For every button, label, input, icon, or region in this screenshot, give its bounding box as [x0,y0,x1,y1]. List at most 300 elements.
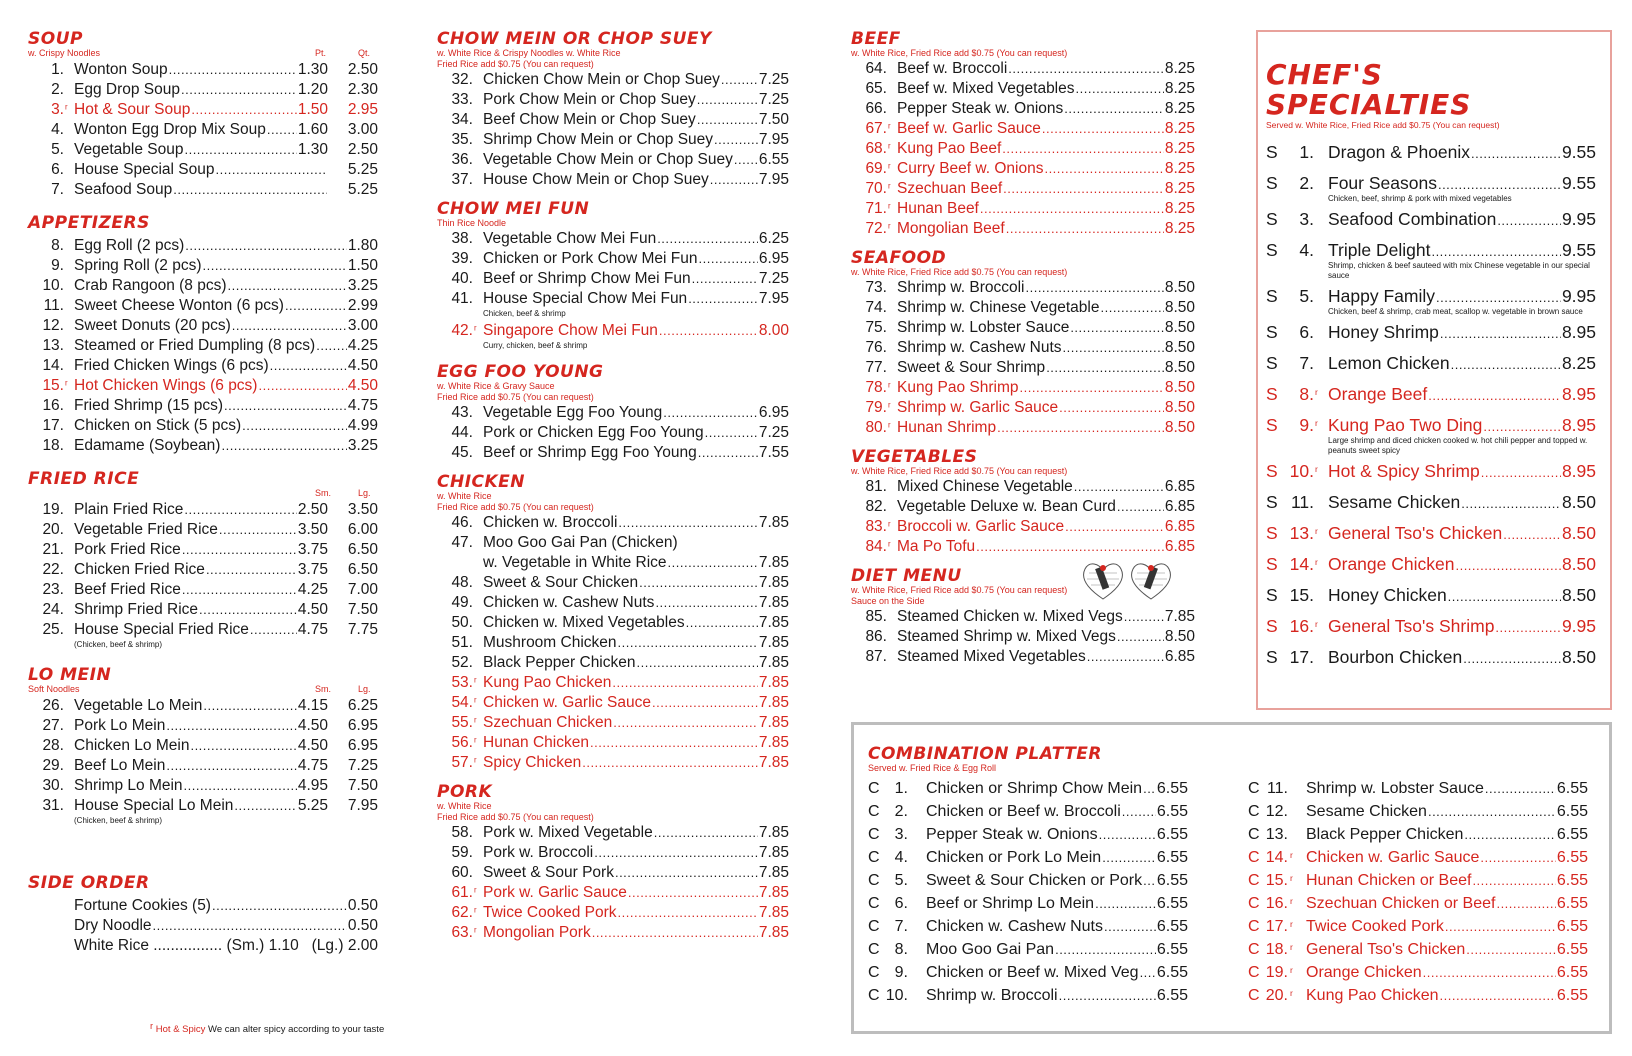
section-fried-rice [28,470,378,652]
dot-leader [270,356,347,376]
price-small: 4.75 [297,621,328,638]
item-name: House Special Chow Mei Fun [483,290,688,307]
dot-leader [1438,172,1561,196]
spicy-icon: ʳ [474,716,477,728]
item-number: 49. [451,594,473,611]
dot-leader [1006,219,1164,239]
combo-number: 14. [1265,849,1288,866]
menu-item [851,318,1195,338]
item-number: 37. [451,171,473,188]
item-row [897,219,1195,239]
price: 1.50 [347,257,378,274]
dot-leader [590,733,758,753]
price-large: 6.25 [347,697,378,714]
item-row [74,540,378,560]
menu-item [437,903,789,923]
combo-item [1248,961,1588,984]
item-number: 6. [51,161,64,178]
combo-number: 12. [1265,803,1288,820]
item-name: Vegetable Chow Mei Fun [483,230,657,247]
specialty-main [1328,172,1596,196]
specialty-main [1328,615,1596,639]
spicy-icon: ʳ [1290,919,1293,933]
specialty-name: Hot & Spicy Shrimp [1328,461,1480,481]
item-row [483,633,789,653]
item-row [74,436,378,456]
price: 7.85 [758,574,789,591]
dot-leader [1483,414,1561,438]
combo-prefix: C [1248,918,1260,935]
dot-leader [191,100,297,120]
item-name: Vegetable Chow Mein or Chop Suey [483,151,733,168]
item-name: Szechuan Beef [897,180,1003,197]
item-row [483,863,789,883]
menu-item [437,249,789,269]
section-chicken [437,473,789,773]
item-row [897,378,1195,398]
item-number: 7. [51,181,64,198]
menu-item [851,278,1195,298]
item-number: 78. [865,379,887,396]
combo-price: 6.55 [1556,918,1588,935]
item-number: 75. [865,319,887,336]
specialty-name: Honey Chicken [1328,585,1447,605]
item-number: 77. [865,359,887,376]
item-row [483,443,789,463]
menu-item [437,593,789,613]
item-row [483,613,789,633]
menu-item [437,733,789,753]
price-small: 1.30 [297,61,328,78]
combo-price: 6.55 [1556,987,1588,1004]
dot-leader [221,436,346,456]
combo-number: 15. [1265,872,1288,889]
spicy-icon: ʳ [888,381,891,393]
combo-price: 6.55 [1156,895,1188,912]
price: 4.99 [347,417,378,434]
item-name: Fortune Cookies (5) [74,897,211,914]
combo-name: Beef or Shrimp Lo Mein [926,895,1095,912]
specialty-price: 8.50 [1561,492,1596,512]
dot-leader [663,403,758,423]
menu-item [851,418,1195,438]
item-row [483,269,789,289]
item-note: Curry, chicken, beef & shrimp [483,341,588,350]
price: 6.95 [758,404,789,421]
combo-main [1306,892,1588,915]
item-number: 11. [43,297,64,314]
item-name: Beef Lo Mein [74,757,166,774]
item-row [483,423,789,443]
price: 7.85 [758,754,789,771]
specialty-number: 9. [1299,415,1314,435]
menu-item [28,256,378,276]
item-name: Beef w. Mixed Vegetables [897,80,1075,97]
item-name: Beef or Shrimp Chow Mei Fun [483,270,691,287]
item-name: House Special Fried Rice [74,621,249,638]
section-seafood [851,249,1195,438]
dot-leader [1436,285,1561,309]
specialty-number: 1. [1299,142,1314,162]
item-name: Szechuan Chicken [483,714,613,731]
combo-name: Moo Goo Gai Pan [926,941,1055,958]
menu-item [28,936,378,956]
item-number: 69. [865,160,887,177]
dot-leader [190,736,296,756]
section-subtitle-2: Sauce on the Side [851,596,925,606]
price: 7.25 [758,270,789,287]
combo-name: Pepper Steak w. Onions [926,826,1098,843]
combo-item [868,823,1188,846]
combo-prefix: C [1248,849,1260,866]
price-small: 3.75 [297,541,328,558]
dot-leader [1059,984,1156,1007]
item-row [897,398,1195,418]
price-large: 2.50 [347,61,378,78]
dot-leader [1117,627,1164,647]
specialty-number: 3. [1299,209,1314,229]
price: 8.50 [1164,279,1195,296]
item-number: 55. [451,714,473,731]
specialty-number: 8. [1299,384,1314,404]
item-number: 44. [451,424,473,441]
menu-item [437,573,789,593]
combo-price: 6.55 [1556,895,1588,912]
price: 2.99 [347,297,378,314]
price: 7.85 [758,904,789,921]
item-name: Chicken w. Broccoli [483,514,618,531]
item-number: 87. [865,648,887,665]
section-title: PORK [437,782,493,802]
item-number: 1. [51,61,64,78]
price: 7.85 [758,864,789,881]
combo-price: 6.55 [1156,872,1188,889]
dot-leader [1143,869,1156,892]
price: 7.85 [758,514,789,531]
spicy-icon: ʳ [888,421,891,433]
section-title: SOUP [28,29,83,49]
item-row [897,517,1195,537]
price: 7.25 [758,71,789,88]
combo-prefix: C [868,826,880,843]
price-large: 2.30 [347,81,378,98]
item-name: Shrimp w. Cashew Nuts [897,339,1062,356]
price: 8.50 [1164,628,1195,645]
dot-leader [1140,961,1156,984]
price-header-large: Qt. [358,48,371,58]
specialty-number: 5. [1299,286,1314,306]
specialty-item [1266,208,1596,230]
price-small: 4.50 [297,601,328,618]
combo-price: 6.55 [1156,780,1188,797]
item-row [74,80,378,100]
combo-name: Chicken w. Cashew Nuts [926,918,1103,935]
price-header-large: Lg. [358,684,371,694]
price: 4.50 [347,377,378,394]
specialty-name: Kung Pao Two Ding [1328,415,1483,435]
section-egg-foo-young [437,363,789,463]
dot-leader [169,60,297,80]
dot-leader [219,520,297,540]
item-number: 65. [865,80,887,97]
item-row [897,607,1195,627]
item-number: 56. [451,734,473,751]
dot-leader [637,653,758,673]
specialty-name: Happy Family [1328,286,1435,306]
item-number: 39. [451,250,473,267]
dot-leader [1003,179,1164,199]
item-number: 23. [42,581,64,598]
chefs-subtitle: Served w. White Rice, Fried Rice add $0.75 (You can request) [1266,120,1500,130]
item-number: 15. [42,377,64,394]
price: 7.25 [758,91,789,108]
item-row [74,580,378,600]
combo-main [1306,984,1588,1007]
item-number: 27. [42,717,64,734]
item-row [483,713,789,733]
menu-item [437,443,789,463]
price: 8.25 [1164,140,1195,157]
combo-price: 6.55 [1556,872,1588,889]
price: 1.80 [347,237,378,254]
section-subtitle: w. White Rice, Fried Rice add $0.75 (You can request) [851,466,1068,476]
specialty-main [1328,208,1596,232]
dot-leader [1466,938,1556,961]
item-name: Chicken w. Cashew Nuts [483,594,655,611]
item-number: 43. [451,404,473,421]
item-name: Hot Chicken Wings (6 pcs) [74,377,258,394]
combo-main [1306,915,1588,938]
item-number: 53. [451,674,473,691]
item-name: Broccoli w. Garlic Sauce [897,518,1065,535]
dot-leader [184,140,296,160]
combo-item [868,777,1188,800]
spicy-icon: ʳ [474,926,477,938]
combo-item [868,961,1188,984]
price: 6.25 [758,230,789,247]
menu-item [437,923,789,943]
item-name: Shrimp Chow Mein or Chop Suey [483,131,714,148]
item-number: 2. [51,81,64,98]
item-name: Beef or Shrimp Egg Foo Young [483,444,697,461]
dot-leader [734,150,758,170]
item-row [483,170,789,190]
dot-leader [618,903,758,923]
dot-leader [1064,99,1164,119]
dot-leader [1485,777,1556,800]
section-subtitle-2: Fried Rice add $0.75 (You can request) [437,59,594,69]
item-row [483,673,789,693]
item-row [74,500,378,520]
specialty-name: Sesame Chicken [1328,492,1461,512]
item-name: Beef Fried Rice [74,581,181,598]
specialty-main [1328,584,1596,608]
legend-hot-label: Hot & Spicy [155,1024,206,1035]
price: (Lg.) 2.00 [311,937,378,954]
specialty-name: General Tso's Shrimp [1328,616,1495,636]
spicy-icon: ʳ [1315,619,1318,633]
combination-platter-box [851,722,1612,1034]
specialty-number: 17. [1289,647,1314,667]
item-name: Pork w. Broccoli [483,844,594,861]
section-side-order [28,874,378,956]
menu-item [437,653,789,673]
dot-leader [1065,517,1164,537]
section-subtitle: Thin Rice Noodle [437,218,507,228]
item-row [74,276,378,296]
price: 7.55 [758,444,789,461]
dot-leader [721,70,758,90]
combo-prefix: C [1248,780,1260,797]
item-number: 41. [451,290,473,307]
price: 7.85 [758,824,789,841]
item-row [74,600,378,620]
specialty-prefix: S [1266,415,1278,435]
specialty-name: Orange Chicken [1328,554,1455,574]
specialty-item [1266,584,1596,606]
dot-leader [688,289,758,309]
specialty-row [1266,584,1596,606]
dot-leader [1020,378,1164,398]
item-number: 48. [451,574,473,591]
dot-leader [203,256,347,276]
menu-item [851,647,1195,667]
section-subtitle: w. White Rice, Fried Rice add $0.75 (You can request) [851,267,1068,277]
dot-leader [1440,984,1556,1007]
menu-item [851,358,1195,378]
specialty-prefix: S [1266,461,1278,481]
price: 6.85 [1164,538,1195,555]
dot-leader [976,537,1164,557]
item-number: 61. [451,884,473,901]
price-large: 2.95 [347,101,378,118]
item-row [74,396,378,416]
price-small: 1.60 [297,121,328,138]
spicy-icon: ʳ [1290,942,1293,956]
combo-main [1306,777,1588,800]
price: 3.25 [347,277,378,294]
specialty-number: 7. [1299,353,1314,373]
item-number: 68. [865,140,887,157]
menu-item [28,396,378,416]
item-row [74,236,378,256]
combo-number: 11. [1266,780,1288,797]
price: 3.00 [347,317,378,334]
menu-column-2 [437,30,789,943]
dot-leader [224,396,347,416]
price-header-large: Lg. [358,488,371,498]
item-row [897,647,1195,667]
chefs-specialties-box [1256,30,1612,710]
combo-item [1248,800,1588,823]
price: 7.25 [758,424,789,441]
item-row [74,736,378,756]
combo-item [868,938,1188,961]
combo-number: 18. [1265,941,1288,958]
menu-item [851,79,1195,99]
item-name: Chicken w. Garlic Sauce [483,694,651,711]
combo-prefix: C [868,964,880,981]
combo-prefix: C [868,987,880,1004]
item-number: 84. [865,538,887,555]
item-row [74,100,378,120]
specialty-name: Lemon Chicken [1328,353,1450,373]
combo-prefix: C [1248,941,1260,958]
price: 8.25 [1164,180,1195,197]
item-row [483,150,789,170]
spicy-icon: ʳ [888,401,891,413]
menu-item [851,398,1195,418]
dot-leader [628,883,758,903]
combo-number: 8. [894,941,908,958]
combo-main [1306,938,1588,961]
combo-main [926,915,1188,938]
menu-item [851,607,1195,627]
menu-item [851,338,1195,358]
menu-item [437,883,789,903]
section-title: LO MEIN [28,665,112,685]
item-number: 3. [51,101,64,118]
item-row [897,59,1195,79]
item-row [74,140,378,160]
dot-leader [182,580,297,600]
dot-leader [1503,522,1561,546]
item-name: Spring Roll (2 pcs) [74,257,202,274]
price: 8.25 [1164,60,1195,77]
price-small: 5.25 [297,797,328,814]
specialty-name: General Tso's Chicken [1328,523,1503,543]
price: 7.85 [758,554,789,571]
item-row [897,627,1195,647]
specialty-row [1266,239,1596,261]
combo-number: 5. [894,872,908,889]
price-large: 7.25 [347,757,378,774]
item-number: 74. [865,299,887,316]
dot-leader [173,180,327,200]
price-large: 2.50 [347,141,378,158]
dot-leader [997,418,1164,438]
specialty-main [1328,460,1596,484]
dot-leader [1055,938,1156,961]
price: 8.00 [758,322,789,339]
item-row [897,418,1195,438]
item-row [74,336,378,356]
section-subtitle: w. White Rice & Crispy Noodles w. White Rice [437,48,621,58]
dot-leader [710,170,758,190]
menu-item [28,916,378,936]
dot-leader [1448,584,1561,608]
spicy-icon: ʳ [65,379,68,391]
item-number: 58. [451,824,473,841]
item-row [897,159,1195,179]
specialty-price: 8.50 [1561,585,1596,605]
specialty-price: 9.55 [1561,142,1596,162]
specialty-prefix: S [1266,286,1278,306]
item-number: 4. [51,121,64,138]
dot-leader [206,560,297,580]
section-title: EGG FOO YOUNG [437,362,604,382]
price-small: 2.50 [297,501,328,518]
combo-number: 9. [894,964,908,981]
dot-leader [612,673,757,693]
dot-leader [184,776,297,796]
combo-price: 6.55 [1556,964,1588,981]
section-subtitle: w. White Rice, Fried Rice add $0.75 (You can request) [851,585,1068,595]
item-number: 71. [865,200,887,217]
item-number: 8. [51,237,64,254]
spicy-icon: ʳ [1290,988,1293,1002]
price: 4.75 [347,397,378,414]
